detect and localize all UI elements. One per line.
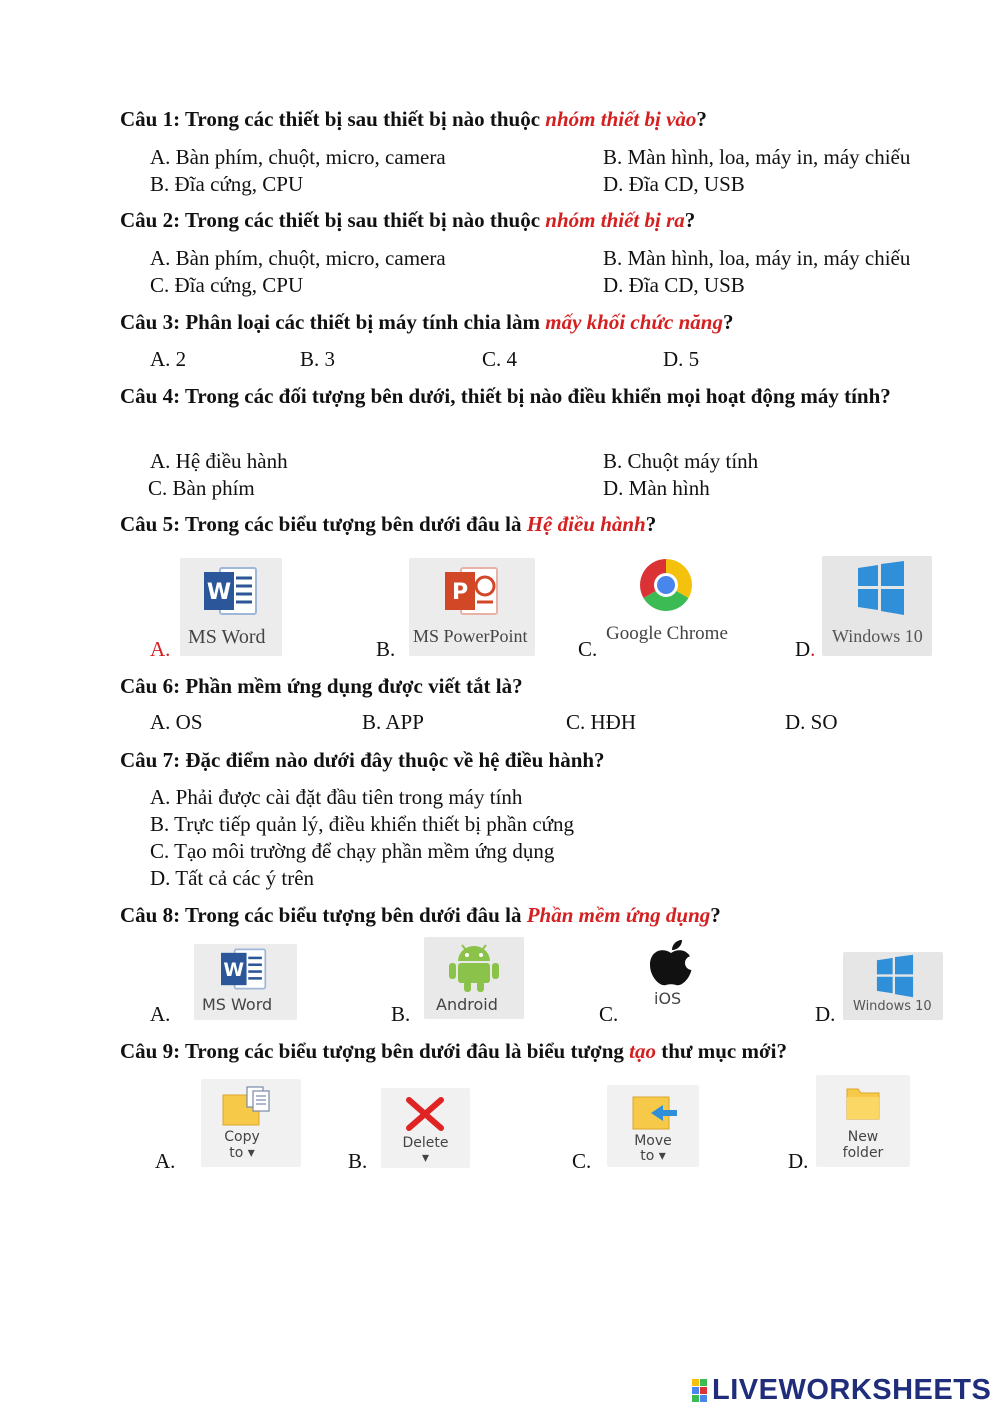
delete-label-1: Delete: [402, 1135, 449, 1151]
question-suffix: ?: [722, 310, 734, 334]
ios-caption: iOS: [654, 989, 682, 1008]
question-text: Câu 9: Trong các biểu tượng bên dưới đâu là biểu tượng: [120, 1039, 630, 1063]
new-folder-button-image[interactable]: [816, 1075, 910, 1167]
new-folder-label-1: New: [847, 1129, 879, 1145]
q5-option-d-dot: .: [810, 637, 816, 661]
q5-option-b[interactable]: B.: [376, 637, 396, 661]
q4-option-a[interactable]: A. Hệ điều hành: [150, 449, 288, 473]
ms-word-caption: MS Word: [202, 995, 273, 1014]
ms-word-caption: MS Word: [188, 626, 266, 648]
ms-powerpoint-caption: MS PowerPoint: [413, 626, 528, 646]
q1-option-c[interactable]: B. Đĩa cứng, CPU: [150, 172, 304, 196]
question-highlight: nhóm thiết bị vào: [545, 107, 697, 131]
q8-option-b[interactable]: B.: [391, 1002, 411, 1026]
delete-icon: [403, 1094, 447, 1134]
q9-option-b[interactable]: B.: [348, 1149, 368, 1173]
q5-option-c[interactable]: C.: [578, 637, 598, 661]
q9-option-a[interactable]: A.: [155, 1149, 176, 1173]
q3-option-c[interactable]: C. 4: [482, 347, 518, 371]
delete-button-image[interactable]: [381, 1088, 470, 1168]
question-2: [120, 207, 940, 234]
q2-option-b[interactable]: B. Màn hình, loa, máy in, máy chiếu: [603, 246, 911, 270]
question-suffix: ?: [684, 208, 696, 232]
q5-option-d-letter: D: [795, 637, 811, 661]
question-suffix: ?: [696, 107, 707, 131]
question-7: Câu 7: Đặc điểm nào dưới đây thuộc về hệ điều hành?: [120, 748, 605, 772]
q8-option-d[interactable]: D.: [815, 1002, 836, 1026]
question-9: [120, 1038, 940, 1065]
q9-option-c[interactable]: C.: [572, 1149, 592, 1173]
copy-to-label-1: Copy: [224, 1129, 260, 1145]
apple-icon: [648, 939, 694, 987]
question-1: [120, 106, 940, 133]
question-highlight: tạo: [629, 1039, 656, 1063]
windows-10-caption: Windows 10: [832, 626, 923, 646]
ms-word-icon: [216, 946, 272, 992]
q7-option-c[interactable]: C. Tạo môi trường để chạy phần mềm ứng dụng: [150, 839, 555, 863]
liveworksheets-brand[interactable]: LIVEWORKSHEETS: [712, 1374, 992, 1406]
svg-text:P: P: [451, 580, 469, 605]
q6-option-b[interactable]: B. APP: [362, 710, 424, 734]
ios-image[interactable]: [640, 939, 720, 1015]
question-text: Câu 1: Trong các thiết bị sau thiết bị nào thuộc: [120, 107, 546, 131]
windows-10-image[interactable]: [822, 556, 932, 656]
question-text: Câu 2: Trong các thiết bị sau thiết bị nào thuộc: [120, 208, 546, 232]
new-folder-icon: [844, 1085, 882, 1123]
q6-option-a[interactable]: A. OS: [150, 710, 203, 734]
svg-text:W: W: [206, 580, 232, 605]
q9-option-d[interactable]: D.: [788, 1149, 809, 1173]
question-suffix: ?: [710, 903, 721, 927]
q1-option-d[interactable]: D. Đĩa CD, USB: [603, 172, 745, 196]
windows-10-caption: Windows 10: [853, 999, 932, 1014]
google-chrome-caption: Google Chrome: [606, 623, 728, 644]
android-image[interactable]: [424, 937, 524, 1019]
windows-logo-icon: [873, 954, 917, 998]
copy-to-label-2: to ▾: [229, 1145, 255, 1161]
question-suffix: thư mục mới?: [655, 1039, 787, 1063]
ms-powerpoint-icon: [443, 564, 501, 618]
question-text: Câu 3: Phân loại các thiết bị máy tính chia làm: [120, 310, 546, 334]
windows-10-image[interactable]: [843, 952, 943, 1020]
windows-logo-icon: [856, 560, 906, 616]
ms-powerpoint-image[interactable]: [409, 558, 535, 656]
question-6: Câu 6: Phần mềm ứng dụng được viết tắt là?: [120, 674, 523, 698]
google-chrome-image[interactable]: [604, 553, 728, 653]
q8-option-c[interactable]: C.: [599, 1002, 619, 1026]
ms-word-icon: [202, 564, 260, 618]
question-text: Câu 5: Trong các biểu tượng bên dưới đâu là: [120, 512, 527, 536]
q5-option-d[interactable]: [795, 636, 815, 662]
q7-option-b[interactable]: B. Trực tiếp quản lý, điều khiển thiết bị phần cứng: [150, 812, 575, 836]
copy-to-icon: [221, 1085, 275, 1129]
q6-option-c[interactable]: C. HĐH: [566, 710, 637, 734]
q4-option-c[interactable]: C. Bàn phím: [148, 476, 255, 500]
move-to-icon: [631, 1093, 679, 1133]
new-folder-label-2: folder: [842, 1145, 884, 1161]
android-caption: Android: [436, 995, 498, 1014]
q1-option-a[interactable]: A. Bàn phím, chuột, micro, camera: [150, 145, 446, 169]
q4-option-b[interactable]: B. Chuột máy tính: [603, 449, 759, 473]
question-highlight: mấy khối chức năng: [545, 310, 723, 334]
delete-label-2: ▾: [421, 1150, 430, 1166]
svg-text:W: W: [223, 959, 245, 981]
question-3: [120, 309, 940, 336]
question-5: [120, 511, 940, 538]
android-icon: [446, 941, 502, 993]
q2-option-d[interactable]: D. Đĩa CD, USB: [603, 273, 745, 297]
q3-option-a[interactable]: A. 2: [150, 347, 187, 371]
q7-option-a[interactable]: A. Phải được cài đặt đầu tiên trong máy tính: [150, 785, 523, 809]
q8-option-a[interactable]: A.: [150, 1002, 171, 1026]
q4-option-d[interactable]: D. Màn hình: [603, 476, 710, 500]
question-highlight: nhóm thiết bị ra: [545, 208, 685, 232]
question-text: Câu 8: Trong các biểu tượng bên dưới đâu là: [120, 903, 527, 927]
q1-option-b[interactable]: B. Màn hình, loa, máy in, máy chiếu: [603, 145, 911, 169]
copy-to-button-image[interactable]: [201, 1079, 301, 1167]
ms-word-image[interactable]: [194, 944, 297, 1020]
q3-option-b[interactable]: B. 3: [300, 347, 336, 371]
question-highlight: Phần mềm ứng dụng: [526, 903, 711, 927]
q6-option-d[interactable]: D. SO: [785, 710, 838, 734]
question-suffix: ?: [645, 512, 657, 536]
question-highlight: Hệ điều hành: [526, 512, 646, 536]
q5-option-a[interactable]: A.: [150, 637, 171, 661]
move-to-label-1: Move: [634, 1133, 672, 1149]
q7-option-d[interactable]: D. Tất cả các ý trên: [150, 866, 315, 890]
ms-word-image[interactable]: [180, 558, 282, 656]
q3-option-d[interactable]: D. 5: [663, 347, 700, 371]
question-4: Câu 4: Trong các đối tượng bên dưới, thiết bị nào điều khiển mọi hoạt động máy tính?: [120, 384, 891, 408]
chrome-icon: [638, 557, 694, 613]
move-to-button-image[interactable]: [607, 1085, 699, 1167]
q2-option-a[interactable]: A. Bàn phím, chuột, micro, camera: [150, 246, 446, 270]
move-to-label-2: to ▾: [640, 1148, 666, 1164]
q2-option-c[interactable]: C. Đĩa cứng, CPU: [150, 273, 304, 297]
question-8: [120, 902, 940, 929]
